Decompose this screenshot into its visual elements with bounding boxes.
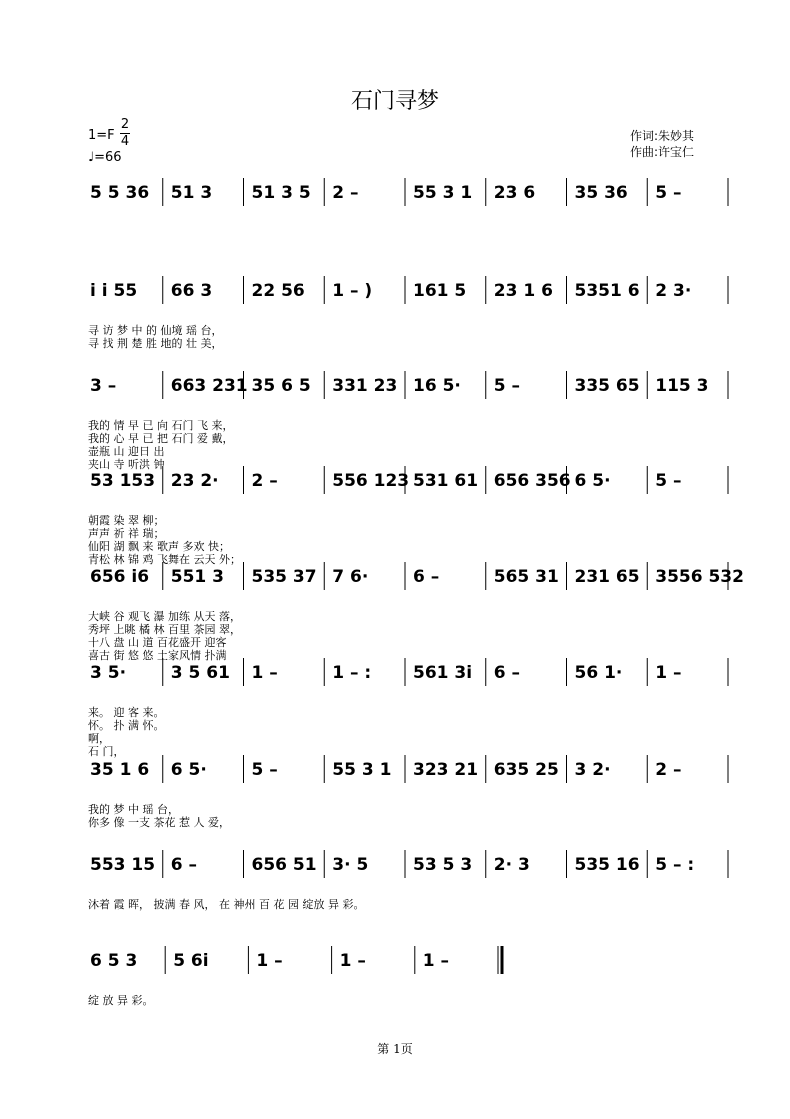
time-unit: 4 [120, 134, 130, 149]
measure-notes: 565 31 [493, 567, 559, 587]
lyric-line: 怀。 扑 满 怀。 [88, 719, 165, 732]
measure-notes: 2 – [251, 471, 278, 491]
quarter-note-icon: ♩ [88, 150, 95, 165]
measure-notes: 51 3 5 [251, 183, 311, 203]
measure-notes: 2 3· [655, 281, 692, 301]
measure-notes: 551 3 [170, 567, 224, 587]
measure-notes: 23 1 6 [493, 281, 553, 301]
measure-notes: i i 55 [90, 281, 138, 301]
lyric-line: 声声 祈 祥 瑞； [88, 527, 165, 540]
lyric-line: 来。 迎 客 来。 [88, 706, 165, 719]
measure-notes: 5 6i [173, 951, 209, 971]
measure-notes: 5 – [493, 376, 520, 396]
lyric-line: 十八 盘 山 道 百花盛开 迎客 [88, 636, 227, 649]
measure-notes: 5 – [251, 760, 278, 780]
measure-notes: 16 5· [413, 376, 461, 396]
lyric-line: 寻 找 荆 楚 胜 地的 壮 美， [88, 337, 223, 350]
measure-notes: 1 – ) [332, 281, 373, 301]
tempo-value: =66 [94, 150, 122, 165]
measure-notes: 1 – [251, 663, 278, 683]
measure-notes: 656 51 [251, 855, 317, 875]
measure-notes: 553 15 [90, 855, 156, 875]
measure-notes: 51 3 [170, 183, 213, 203]
measure-notes: 535 16 [574, 855, 640, 875]
lyric-line: 我的 情 早 已 向 石门 飞 来， [88, 419, 234, 432]
measure-notes: 635 25 [493, 760, 559, 780]
lyric-line: 寻 访 梦 中 的 仙境 瑶 台， [88, 324, 223, 337]
measure-notes: 561 3i [413, 663, 473, 683]
measure-notes: 6 5 3 [90, 951, 138, 971]
measure-notes: 556 123 [332, 471, 410, 491]
measure-notes: 323 21 [413, 760, 479, 780]
lyric-line: 夹山 寺 听洪 钟 [88, 458, 165, 471]
measure-notes: 55 3 1 [332, 760, 392, 780]
measure-notes: 2· 3 [493, 855, 530, 875]
measure-notes: 66 3 [170, 281, 213, 301]
measure-notes: 5 – [655, 183, 682, 203]
measure-notes: 1 – [422, 951, 450, 971]
measure-notes: 5 – [655, 471, 682, 491]
key-signature: 1=F [88, 128, 115, 143]
measure-notes: 3 2· [574, 760, 611, 780]
measure-notes: 335 65 [574, 376, 640, 396]
lyric-line: 啊， [88, 732, 110, 745]
measure-notes: 5351 6 [574, 281, 640, 301]
measure-notes: 5 – : [655, 855, 695, 875]
measure-notes: 3556 532 [655, 567, 744, 587]
measure-notes: 6 – [413, 567, 440, 587]
measure-notes: 535 37 [251, 567, 317, 587]
measure-notes: 3 – [90, 376, 117, 396]
measure-notes: 6 – [493, 663, 520, 683]
lyricist-credit: 作词:朱妙其 [630, 129, 695, 143]
lyric-line: 你多 像 一支 茶花 惹 人 爱， [88, 816, 230, 829]
lyric-line: 秀坪 上眺 橘 林 百里 茶园 翠， [88, 623, 241, 636]
lyric-line: 喜古 街 悠 悠 土家风情 扑满 [88, 649, 227, 662]
measure-notes: 23 2· [170, 471, 219, 491]
measure-notes: 55 3 1 [413, 183, 473, 203]
measure-notes: 6 5· [574, 471, 611, 491]
lyric-line: 朝霞 染 翠 柳； [88, 514, 165, 527]
measure-notes: 6 5· [170, 760, 207, 780]
measure-notes: 23 6 [493, 183, 536, 203]
measure-notes: 22 56 [251, 281, 305, 301]
lyric-line: 仙阳 湖 飘 来 歌声 多欢 快； [88, 540, 230, 553]
measure-notes: 331 23 [332, 376, 398, 396]
lyric-line: 壶瓶 山 迎日 出 [88, 445, 165, 458]
measure-notes: 35 36 [574, 183, 628, 203]
lyric-line: 青松 林 锦 鸡 飞舞在 云天 外； [88, 553, 241, 566]
page-footer: 第 1页 [377, 1042, 413, 1056]
time-beats: 2 [120, 117, 130, 132]
measure-notes: 7 6· [332, 567, 369, 587]
measure-notes: 56 1· [574, 663, 623, 683]
composer-credit: 作曲:许宝仁 [630, 145, 695, 159]
measure-notes: 53 153 [90, 471, 156, 491]
measure-notes: 161 5 [413, 281, 467, 301]
measure-notes: 1 – [256, 951, 283, 971]
lyric-line: 大峡 谷 观飞 瀑 加练 从天 落， [88, 610, 241, 623]
measure-notes: 2 – [655, 760, 682, 780]
measure-notes: 6 – [170, 855, 197, 875]
lyric-line: 我的 梦 中 瑶 台， [88, 803, 179, 816]
measure-notes: 656 i6 [90, 567, 150, 587]
measure-notes: 2 – [332, 183, 359, 203]
measure-notes: 3 5· [90, 663, 127, 683]
measure-notes: 231 65 [574, 567, 640, 587]
measure-notes: 35 1 6 [90, 760, 150, 780]
song-title: 石门寻梦 [350, 89, 439, 114]
lyric-line: 绽 放 异 彩。 [88, 994, 154, 1007]
measure-notes: 656 356 [493, 471, 571, 491]
measure-notes: 35 6 5 [251, 376, 311, 396]
measure-notes: 531 61 [413, 471, 479, 491]
measure-notes: 5 5 36 [90, 183, 150, 203]
measure-notes: 663 231 [170, 376, 248, 396]
measure-notes: 1 – [339, 951, 366, 971]
lyric-line: 石 门， [88, 745, 125, 758]
measure-notes: 115 3 [655, 376, 709, 396]
lyric-line: 沐着 霞 晖， 披满 春 风， 在 神州 百 花 园 绽放 异 彩。 [88, 898, 365, 911]
measure-notes: 1 – : [332, 663, 372, 683]
measure-notes: 1 – [655, 663, 682, 683]
lyric-line: 我的 心 早 已 把 石门 爱 戴， [88, 432, 234, 445]
measure-notes: 3· 5 [332, 855, 369, 875]
measure-notes: 3 5 61 [170, 663, 230, 683]
measure-notes: 53 5 3 [413, 855, 473, 875]
